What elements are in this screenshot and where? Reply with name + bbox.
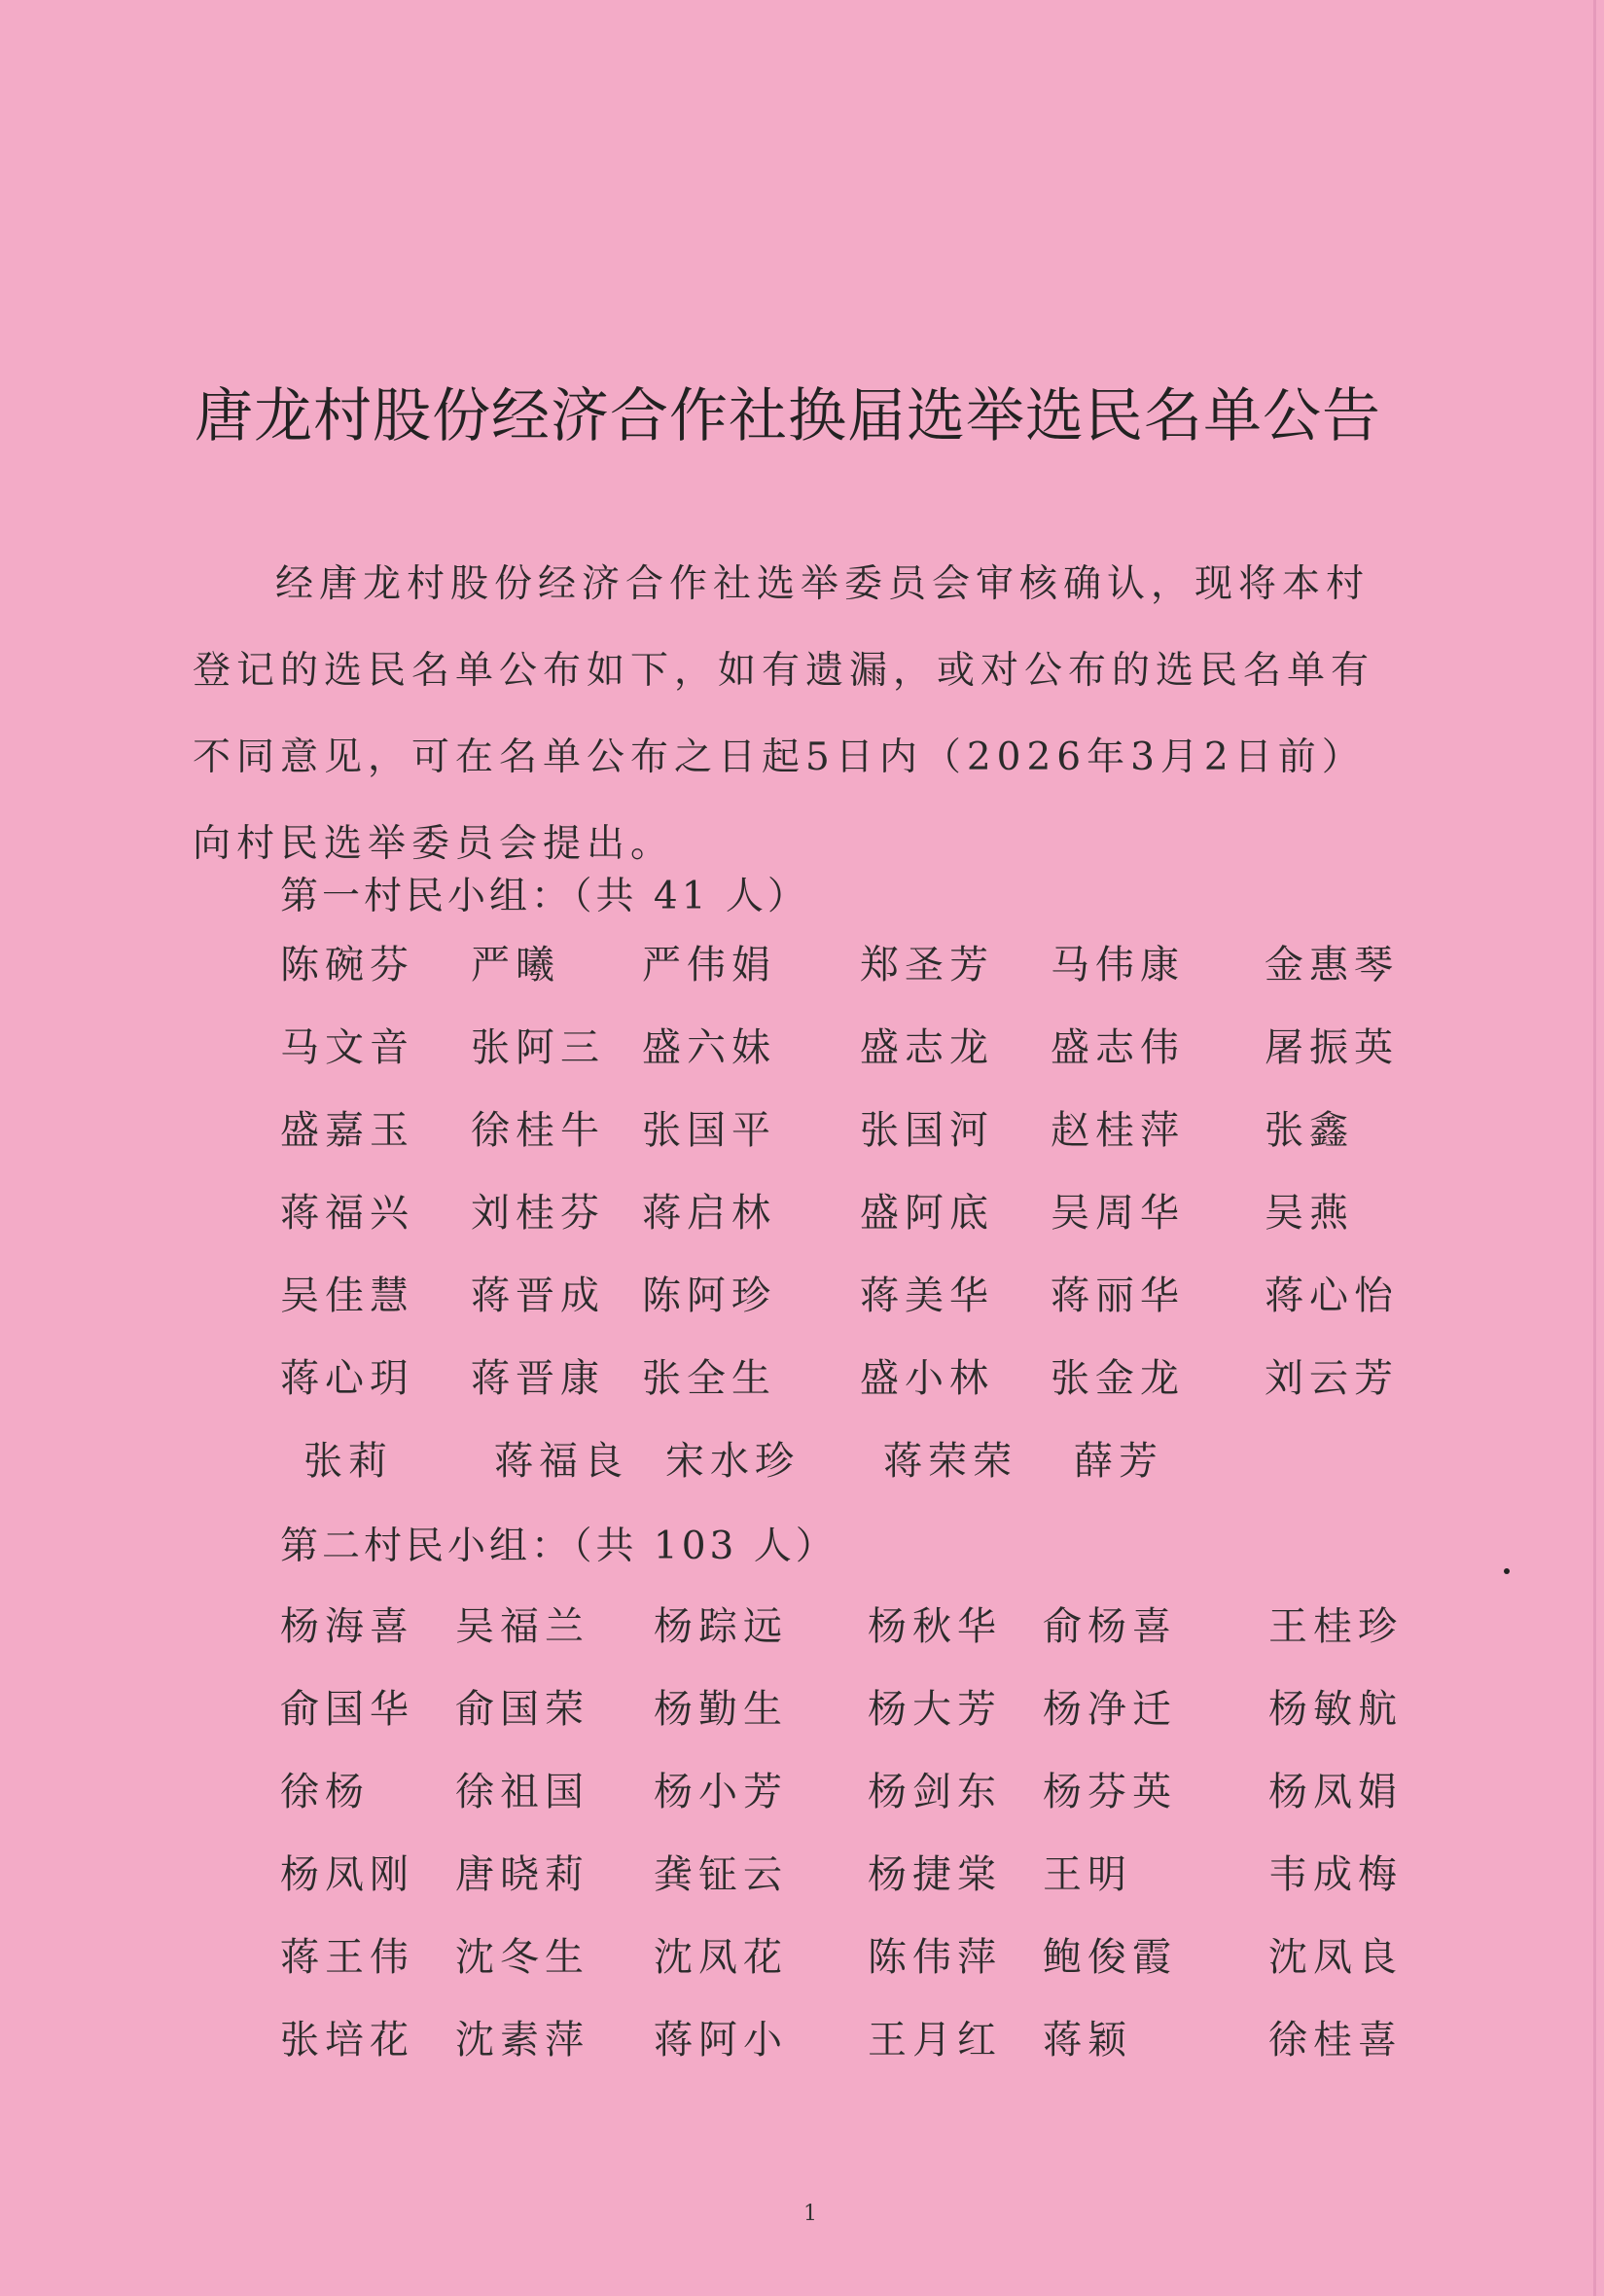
group-1-heading: 第一村民小组：（共 41 人） (280, 875, 809, 918)
voter-name: 杨凤娟 (1268, 1770, 1403, 1814)
voter-name: 张阿三 (471, 1025, 605, 1070)
voter-name: 张培花 (280, 2018, 414, 2063)
voter-name: 蒋晋成 (471, 1274, 605, 1318)
voter-name: 刘云芳 (1265, 1356, 1399, 1401)
voter-name: 张国河 (860, 1108, 994, 1153)
voter-name: 马文音 (280, 1025, 414, 1070)
name-row (280, 1926, 1428, 2009)
voter-name: 张鑫 (1265, 1108, 1354, 1153)
page-edge-line (1593, 0, 1596, 2296)
voter-name: 沈凤花 (654, 1935, 788, 1980)
voter-name: 蒋美华 (860, 1274, 994, 1318)
voter-name: 盛嘉玉 (280, 1108, 414, 1153)
voter-name: 蒋心玥 (280, 1356, 414, 1401)
voter-name: 王月红 (868, 2018, 1002, 2063)
voter-name: 徐杨 (280, 1770, 370, 1814)
voter-name: 杨勤生 (654, 1687, 788, 1732)
voter-name: 杨净迁 (1043, 1687, 1177, 1732)
voter-name: 蒋晋康 (471, 1356, 605, 1401)
voter-name: 陈伟萍 (868, 1935, 1002, 1980)
group-1-name-grid (280, 934, 1428, 1513)
page-number: 1 (803, 2202, 817, 2226)
voter-name: 张金龙 (1051, 1356, 1185, 1401)
voter-name: 张全生 (642, 1356, 776, 1401)
voter-name: 赵桂萍 (1051, 1108, 1185, 1153)
name-row (280, 1017, 1428, 1099)
voter-name: 韦成梅 (1268, 1852, 1403, 1897)
voter-name: 吴佳慧 (280, 1274, 414, 1318)
voter-name: 徐桂牛 (471, 1108, 605, 1153)
voter-name: 蒋福兴 (280, 1191, 414, 1236)
voter-name: 盛六妹 (642, 1025, 776, 1070)
voter-name: 陈阿珍 (642, 1274, 776, 1318)
name-row (280, 1265, 1428, 1347)
voter-name: 蒋颖 (1043, 2018, 1132, 2063)
voter-name: 杨海喜 (280, 1604, 414, 1649)
voter-name: 徐祖国 (455, 1770, 589, 1814)
name-row (280, 1347, 1428, 1430)
name-row (280, 1430, 1428, 1513)
name-row (280, 1678, 1428, 1761)
voter-name: 杨剑东 (868, 1770, 1002, 1814)
voter-name: 金惠琴 (1265, 943, 1399, 987)
voter-name: 马伟康 (1051, 943, 1185, 987)
name-row (280, 2009, 1428, 2092)
voter-name: 宋水珍 (665, 1439, 800, 1484)
name-row (280, 1761, 1428, 1844)
voter-name: 吴燕 (1265, 1191, 1354, 1236)
voter-name: 杨捷棠 (868, 1852, 1002, 1897)
voter-name: 杨凤刚 (280, 1852, 414, 1897)
voter-name: 王明 (1043, 1852, 1132, 1897)
voter-name: 薛芳 (1074, 1439, 1163, 1484)
voter-name: 俞国华 (280, 1687, 414, 1732)
voter-name: 蒋心怡 (1265, 1274, 1399, 1318)
voter-name: 蒋启林 (642, 1191, 776, 1236)
voter-name: 吴周华 (1051, 1191, 1185, 1236)
voter-name: 严伟娟 (642, 943, 776, 987)
document-title: 唐龙村股份经济合作社换届选举选民名单公告 (195, 382, 1381, 450)
voter-name: 俞杨喜 (1043, 1604, 1177, 1649)
voter-name: 杨秋华 (868, 1604, 1002, 1649)
voter-name: 王桂珍 (1268, 1604, 1403, 1649)
voter-name: 张莉 (303, 1439, 393, 1484)
voter-name: 盛志伟 (1051, 1025, 1185, 1070)
voter-name: 蒋丽华 (1051, 1274, 1185, 1318)
announcement-paragraph: 经唐龙村股份经济合作社选举委员会审核确认，现将本村登记的选民名单公布如下，如有遗漏，或对公布的选民名单有不同意见，可在名单公布之日起5日内（2026年3月2日前）向村民选举委员会提出。 (193, 562, 1375, 866)
voter-name: 刘桂芬 (471, 1191, 605, 1236)
name-row (280, 934, 1428, 1017)
name-row (280, 1182, 1428, 1265)
voter-name: 屠振英 (1265, 1025, 1399, 1070)
scan-speck (1504, 1568, 1510, 1574)
voter-name: 蒋阿小 (654, 2018, 788, 2063)
voter-name: 吴福兰 (455, 1604, 589, 1649)
name-row (280, 1099, 1428, 1182)
voter-name: 张国平 (642, 1108, 776, 1153)
voter-name: 蒋荣荣 (883, 1439, 1017, 1484)
group-2-name-grid (280, 1596, 1428, 2092)
voter-name: 杨敏航 (1268, 1687, 1403, 1732)
voter-name: 鲍俊霞 (1043, 1935, 1177, 1980)
voter-name: 唐晓莉 (455, 1852, 589, 1897)
voter-name: 陈碗芬 (280, 943, 414, 987)
voter-name: 龚钲云 (654, 1852, 788, 1897)
voter-name: 杨大芳 (868, 1687, 1002, 1732)
voter-name: 杨踪远 (654, 1604, 788, 1649)
name-row (280, 1844, 1428, 1926)
voter-name: 蒋王伟 (280, 1935, 414, 1980)
voter-name: 沈素萍 (455, 2018, 589, 2063)
voter-name: 严曦 (471, 943, 560, 987)
voter-name: 盛阿底 (860, 1191, 994, 1236)
group-2-heading: 第二村民小组：（共 103 人） (280, 1525, 838, 1568)
voter-name: 俞国荣 (455, 1687, 589, 1732)
name-row (280, 1596, 1428, 1678)
voter-name: 郑圣芳 (860, 943, 994, 987)
voter-name: 徐桂喜 (1268, 2018, 1403, 2063)
voter-name: 杨芬英 (1043, 1770, 1177, 1814)
voter-name: 蒋福良 (494, 1439, 628, 1484)
voter-name: 盛小林 (860, 1356, 994, 1401)
voter-name: 沈凤良 (1268, 1935, 1403, 1980)
voter-name: 沈冬生 (455, 1935, 589, 1980)
voter-name: 盛志龙 (860, 1025, 994, 1070)
voter-name: 杨小芳 (654, 1770, 788, 1814)
